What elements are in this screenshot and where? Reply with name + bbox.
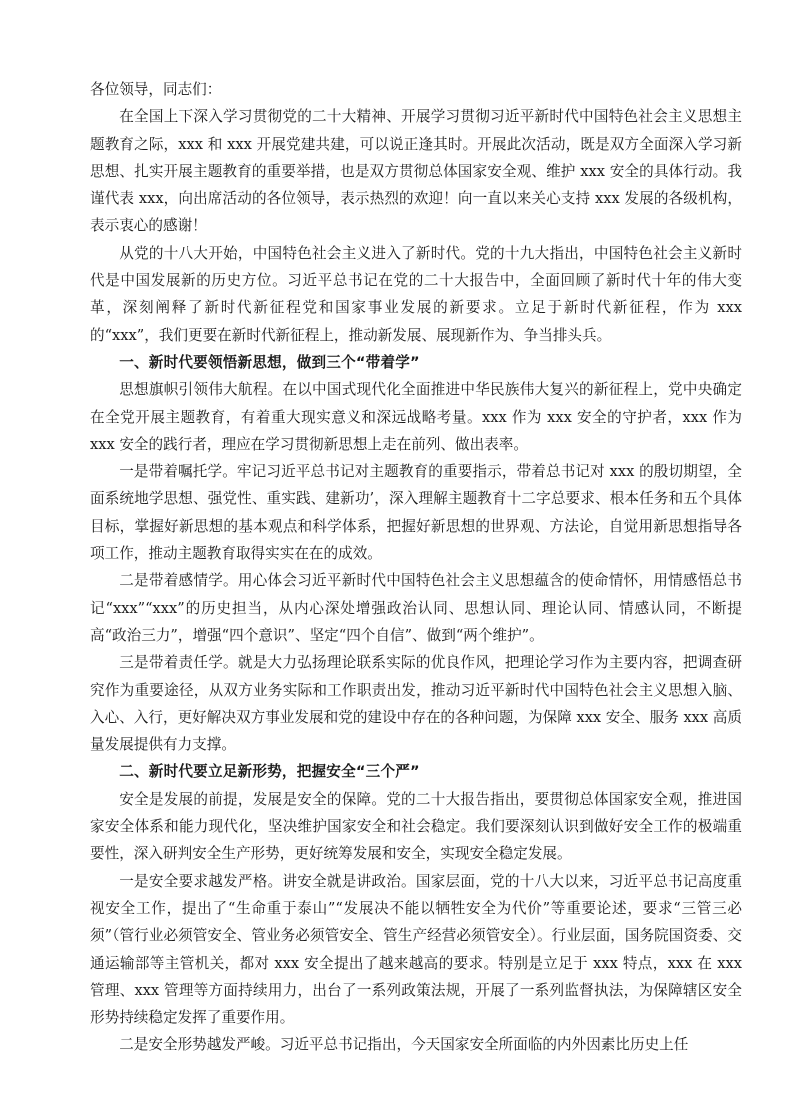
paragraph: 二是安全形势越发严峻。习近平总书记指出，今天国家安全所面临的内外因素比历史上任 (119, 1036, 689, 1054)
section-heading-2: 二、新时代要立足新形势，把握安全“三个严” (119, 763, 420, 781)
salutation: 各位领导，同志们： (90, 81, 222, 98)
paragraph: 一是带着嘱托学。牢记习近平总书记对主题教育的重要指示，带着总书记对 xxx 的殷切期望，全面系统地学思想、强党性、重实践、建新功’，深入理解主题教育十二字总要求、根本任务和五个具体目标，掌握好新思想的基本观点和科学体系，把握好新思想的世界观、方法论，自觉用新思想指导各项工作，推动主题教育取得实实在在的成效。 (90, 463, 742, 563)
paragraph: 在全国上下深入学习贯彻党的二十大精神、开展学习贯彻习近平新时代中国特色社会主义思想主题教育之际，xxx 和 xxx 开展党建共建，可以说正逢其时。开展此次活动，既是双方全面深入学习新思想、扎实开展主题教育的重要举措，也是双方贯彻总体国家安全观、维护 xxx 安全的具体行动。我谨代表 xxx，向出席活动的各位领导，表示热烈的欢迎！向一直以来关心支持 xxx 发展的各级机构，表示衷心的感谢！ (90, 108, 742, 235)
paragraph: 三是带着责任学。就是大力弘扬理论联系实际的优良作风，把理论学习作为主要内容，把调查研究作为重要途径，从双方业务实际和工作职责出发，推动习近平新时代中国特色社会主义思想入脑、入心、入行，更好解决双方事业发展和党的建设中存在的各种问题，为保障 xxx 安全、服务 xxx 高质量发展提供有力支撑。 (90, 654, 742, 754)
paragraph: 从党的十八大开始，中国特色社会主义进入了新时代。党的十九大指出，中国特色社会主义新时代是中国发展新的历史方位。习近平总书记在党的二十大报告中，全面回顾了新时代十年的伟大变革，深刻阐释了新时代新征程党和国家事业发展的新要求。立足于新时代新征程，作为 xxx 的“xxx”，我们更要在新时代新征程上，推动新发展、展现新作为、争当排头兵。 (90, 244, 742, 344)
section-heading-1: 一、新时代要领悟新思想，做到三个“带着学” (119, 353, 420, 371)
paragraph: 一是安全要求越发严格。讲安全就是讲政治。国家层面，党的十八大以来，习近平总书记高度重视安全工作，提出了“生命重于泰山”“发展决不能以牺牲安全为代价”等重要论述，要求“三管三必须”（管行业必须管安全、管业务必须管安全、管生产经营必须管安全）。行业层面，国务院国资委、交通运输部等主管机关，都对 xxx 安全提出了越来越高的要求。特别是立足于 xxx 特点，xxx 在 xxx 管理、xxx 管理等方面持续用力，出台了一系列政策法规，开展了一系列监督执法，为保障辖区安全形势持续稳定发挥了重要作用。 (90, 872, 742, 1027)
paragraph: 安全是发展的前提，发展是安全的保障。党的二十大报告指出，要贯彻总体国家安全观，推进国家安全体系和能力现代化，坚决维护国家安全和社会稳定。我们要深刻认识到做好安全工作的极端重要性，深入研判安全生产形势，更好统筹发展和安全，实现安全稳定发展。 (90, 790, 742, 863)
document-body (90, 76, 742, 1059)
paragraph: 二是带着感情学。用心体会习近平新时代中国特色社会主义思想蕴含的使命情怀，用情感悟总书记“xxx”“xxx”的历史担当，从内心深处增强政治认同、思想认同、理论认同、情感认同，不断提高“政治三力”，增强“四个意识”、坚定“四个自信”、做到“两个维护”。 (90, 572, 742, 644)
paragraph: 思想旗帜引领伟大航程。在以中国式现代化全面推进中华民族伟大复兴的新征程上，党中央确定在全党开展主题教育，有着重大现实意义和深远战略考量。xxx 作为 xxx 安全的守护者，xxx 作为 xxx 安全的践行者，理应在学习贯彻新思想上走在前列、做出表率。 (90, 381, 742, 453)
